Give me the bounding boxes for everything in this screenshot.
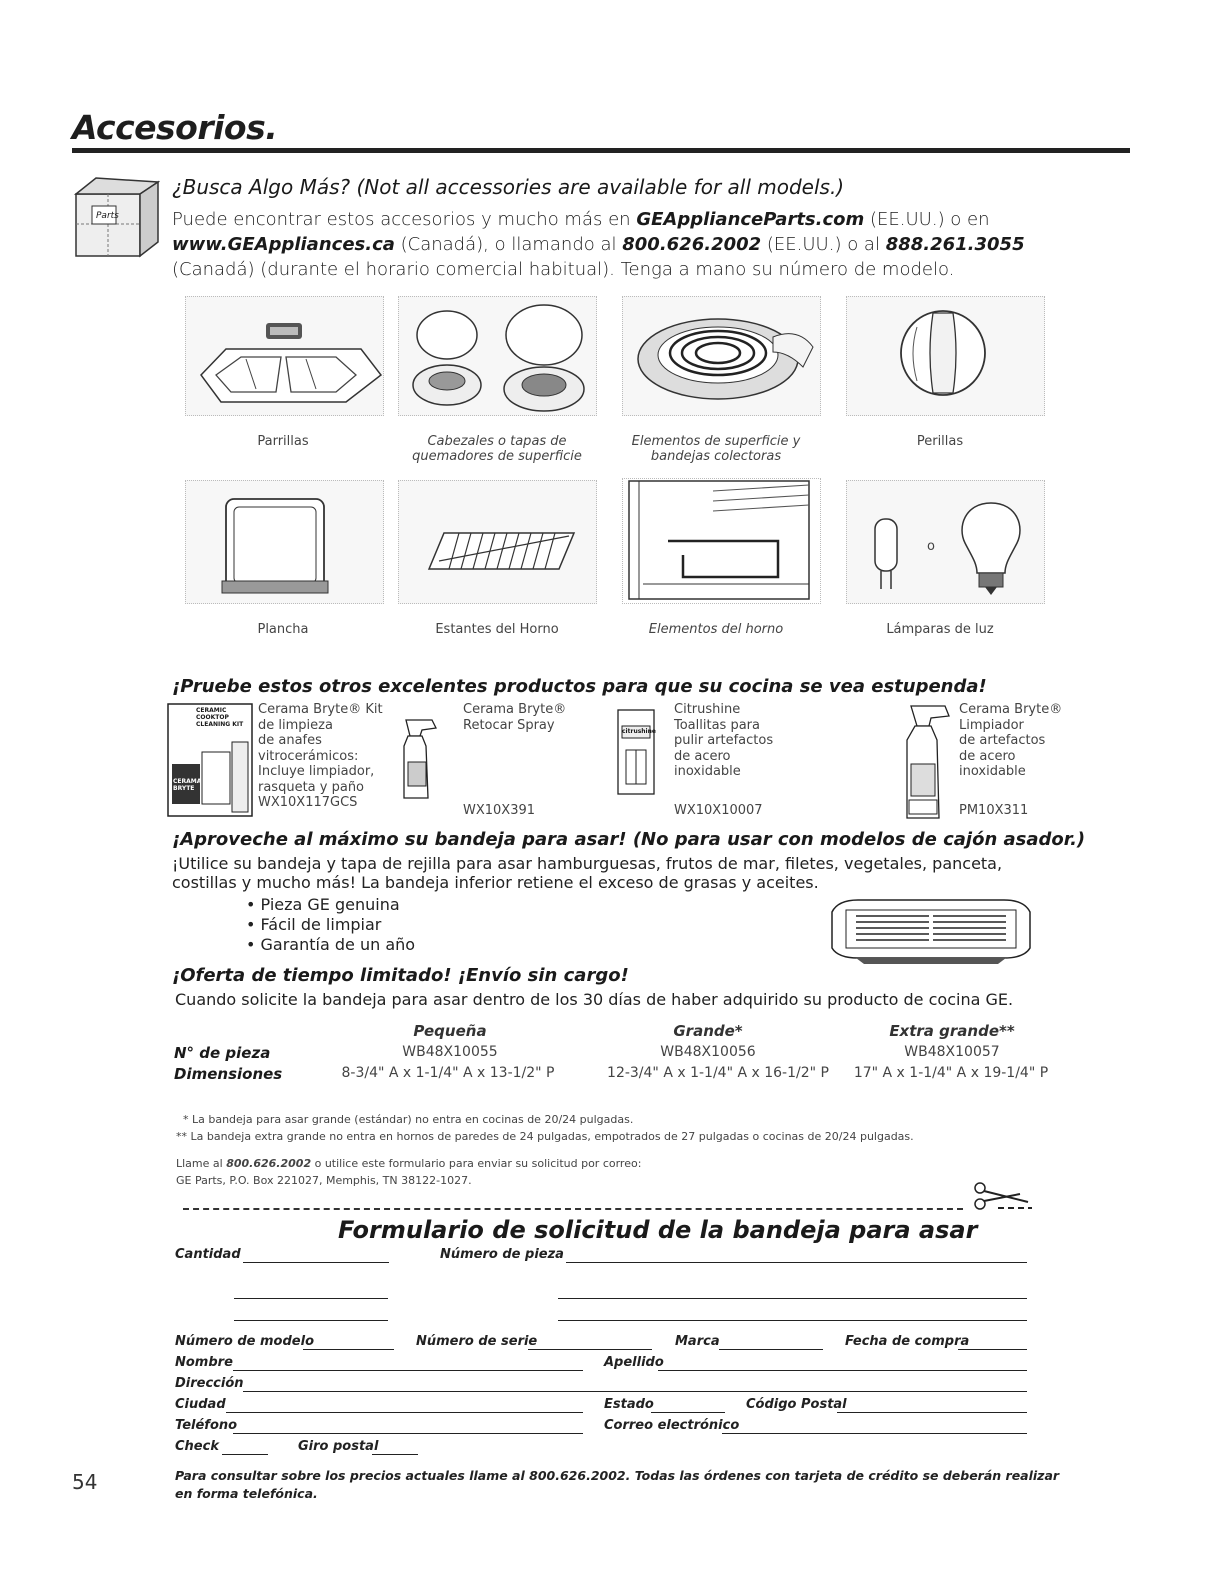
product-line: pulir artefactos: [674, 733, 774, 748]
product-spray-desc: [463, 702, 566, 733]
label-numero-serie: Número de serie: [416, 1334, 538, 1349]
oven-element-icon: [622, 478, 821, 604]
column-header-xl: Extra grande**: [889, 1022, 1015, 1040]
row-label-part: N° de pieza: [174, 1044, 271, 1062]
caption-line: quemadores de superficie: [412, 449, 582, 464]
product-line: Cerama Bryte®: [959, 702, 1063, 717]
label-direccion: Dirección: [175, 1376, 244, 1391]
mail-text: Llame al: [176, 1157, 227, 1170]
input-codigo-postal[interactable]: [837, 1412, 1027, 1413]
mail-instructions: [176, 1157, 641, 1170]
accessory-label-griddle: Plancha: [257, 622, 309, 637]
input-numero-serie[interactable]: [528, 1349, 652, 1350]
title-rule: [72, 148, 1130, 153]
column-header-small: Pequeña: [413, 1022, 487, 1040]
page-title: Accesorios.: [72, 108, 278, 147]
label-marca: Marca: [675, 1334, 720, 1349]
cleaning-kit-icon: [166, 702, 254, 818]
product-line: de acero: [674, 748, 731, 764]
product-part-number: WX10X10007: [674, 803, 763, 818]
accessory-label-oven-racks: Estantes del Horno: [435, 622, 559, 637]
canada-phone: 888.261.3055: [885, 234, 1025, 255]
product-line: Limpiador: [959, 717, 1024, 733]
mail-phone: 800.626.2002: [226, 1157, 312, 1170]
input-fecha-compra[interactable]: [958, 1349, 1027, 1350]
input-numero-modelo[interactable]: [303, 1349, 394, 1350]
broiler-body-2: costillas y mucho más! La bandeja inferior retiene el exceso de grasas y aceites.: [172, 873, 819, 892]
intro-heading: ¿Busca Algo Más? (Not all accessories are available for all models.): [172, 175, 845, 199]
label-telefono: Teléfono: [175, 1418, 238, 1433]
broiler-heading: ¡Aproveche al máximo su bandeja para asar! (No para usar con modelos de cajón asador.): [172, 829, 1086, 850]
accessory-label-light-bulbs: Lámparas de luz: [886, 622, 994, 637]
input-cantidad-2[interactable]: [234, 1298, 388, 1299]
us-phone: 800.626.2002: [622, 234, 762, 255]
label-estado: Estado: [604, 1397, 654, 1412]
label-correo: Correo electrónico: [604, 1418, 740, 1433]
broiler-body-1: ¡Utilice su bandeja y tapa de rejilla para asar hamburguesas, frutos de mar, filetes, vegetales, panceta,: [172, 854, 1003, 873]
product-line: de acero: [959, 748, 1016, 764]
product-line: Cerama Bryte® Kit: [258, 702, 383, 717]
cut-line: [183, 1208, 963, 1210]
accessory-label-grates: Parrillas: [257, 434, 309, 449]
label-cantidad: Cantidad: [175, 1247, 241, 1262]
input-giro-postal[interactable]: [372, 1454, 418, 1455]
lamp-or-text: o: [927, 539, 935, 554]
label-numero-pieza: Número de pieza: [440, 1247, 564, 1262]
light-bulb-icon: [846, 480, 1045, 604]
grates-icon: [185, 296, 384, 416]
broiler-pan-icon: [828, 896, 1034, 966]
knob-icon: [846, 296, 1045, 416]
label-check: Check: [175, 1439, 219, 1454]
intro-line-1: [172, 209, 990, 230]
input-correo[interactable]: [722, 1433, 1027, 1434]
kit-box-text: CERAMIC COOKTOP CLEANING KIT: [196, 707, 244, 728]
closing-note-1: Para consultar sobre los precios actuales llame al 800.626.2002. Todas las órdenes con tarjeta de crédito se deberán realizar: [175, 1468, 1060, 1483]
intro-text: (EE.UU.) o al: [761, 234, 886, 255]
form-title: Formulario de solicitud de la bandeja para asar: [338, 1216, 978, 1244]
input-telefono[interactable]: [233, 1433, 583, 1434]
wipes-text: citrushine: [622, 728, 656, 735]
input-ciudad[interactable]: [226, 1412, 583, 1413]
table-cell-dimensions: 12-3/4" A x 1-1/4" A x 16-1/2" P: [607, 1065, 829, 1081]
table-cell-part: WB48X10057: [904, 1044, 1000, 1060]
ge-parts-link[interactable]: GEApplianceParts.com: [636, 209, 865, 230]
product-part-number: WX10X117GCS: [258, 795, 358, 810]
product-steel-desc: [959, 702, 1062, 780]
table-cell-dimensions: 8-3/4" A x 1-1/4" A x 13-1/2" P: [341, 1065, 555, 1081]
label-apellido: Apellido: [604, 1355, 664, 1370]
accessory-label-knobs: Perillas: [916, 434, 964, 449]
table-cell-part: WB48X10056: [660, 1044, 756, 1060]
product-line: Citrushine: [674, 702, 741, 717]
mail-address: GE Parts, P.O. Box 221027, Memphis, TN 38122-1027.: [176, 1174, 472, 1187]
parts-box-label: Parts: [96, 211, 119, 221]
product-line: inoxidable: [674, 764, 741, 779]
spray-bottle-icon: [392, 718, 444, 802]
table-cell-dimensions: 17" A x 1-1/4" A x 19-1/4" P: [853, 1065, 1049, 1081]
column-header-large: Grande*: [673, 1022, 743, 1040]
row-label-dimensions: Dimensiones: [174, 1065, 283, 1083]
accessory-label-oven-elements: Elementos del horno: [648, 622, 784, 637]
ge-appliances-ca-link[interactable]: www.GEAppliances.ca: [172, 234, 395, 255]
input-cantidad-3[interactable]: [234, 1320, 388, 1321]
product-line: Incluye limpiador,: [258, 764, 375, 779]
broiler-bullet: • Fácil de limpiar: [246, 915, 382, 934]
product-part-number: PM10X311: [959, 803, 1029, 818]
footnote-1: * La bandeja para asar grande (estándar) no entra en cocinas de 20/24 pulgadas.: [183, 1113, 634, 1126]
input-check[interactable]: [222, 1454, 268, 1455]
steel-cleaner-icon: [897, 704, 957, 822]
input-numero-pieza-3[interactable]: [558, 1320, 1027, 1321]
broiler-bullet: • Pieza GE genuina: [246, 895, 400, 914]
product-line: Cerama Bryte®: [463, 702, 567, 717]
broiler-bullet: • Garantía de un año: [246, 935, 416, 954]
caption-line: bandejas colectoras: [650, 449, 782, 464]
intro-line-3: (Canadá) (durante el horario comercial habitual). Tenga a mano su número de modelo.: [172, 259, 955, 280]
page-number: 54: [72, 1470, 98, 1494]
product-kit-desc: [258, 702, 383, 811]
label-giro-postal: Giro postal: [298, 1439, 379, 1454]
offer-heading: ¡Oferta de tiempo limitado! ¡Envío sin cargo!: [172, 965, 629, 986]
griddle-icon: [185, 480, 384, 604]
wipes-icon: [614, 706, 658, 798]
input-apellido[interactable]: [658, 1370, 1027, 1371]
input-direccion[interactable]: [243, 1391, 1027, 1392]
input-marca[interactable]: [719, 1349, 823, 1350]
product-line: vitrocerámicos:: [258, 748, 359, 764]
label-codigo-postal: Código Postal: [746, 1397, 847, 1412]
label-ciudad: Ciudad: [175, 1397, 226, 1412]
product-line: Toallitas para: [674, 717, 760, 733]
input-numero-pieza[interactable]: [566, 1262, 1027, 1263]
label-numero-modelo: Número de modelo: [175, 1334, 315, 1349]
surface-element-icon: [622, 296, 821, 416]
intro-line-2: [172, 234, 1025, 255]
product-wipes-desc: [674, 702, 773, 780]
kit-bottle-text: CERAMA BRYTE: [173, 778, 202, 792]
products-heading: ¡Pruebe estos otros excelentes productos para que su cocina se vea estupenda!: [172, 676, 987, 697]
caption-line: Cabezales o tapas de: [427, 434, 567, 449]
offer-body: Cuando solicite la bandeja para asar dentro de los 30 días de haber adquirido su producto de cocina GE.: [175, 990, 1014, 1009]
input-cantidad[interactable]: [243, 1262, 389, 1263]
intro-text: (EE.UU.) o en: [864, 209, 990, 230]
label-fecha-compra: Fecha de compra: [845, 1334, 970, 1349]
product-part-number: WX10X391: [463, 803, 536, 818]
accessory-label-burner-caps: [382, 434, 612, 464]
input-estado[interactable]: [651, 1412, 725, 1413]
product-line: inoxidable: [959, 764, 1026, 779]
scissors-icon: [968, 1180, 1034, 1216]
footnote-2: ** La bandeja extra grande no entra en hornos de paredes de 24 pulgadas, empotrados de 27 pulgadas o cocinas de 20/24 pulgadas.: [176, 1130, 914, 1143]
input-nombre[interactable]: [233, 1370, 583, 1371]
product-line: de artefactos: [959, 733, 1046, 748]
oven-rack-icon: [398, 480, 597, 604]
mail-text: o utilice este formulario para enviar su solicitud por correo:: [311, 1157, 642, 1170]
closing-note-2: en forma telefónica.: [175, 1486, 318, 1501]
product-line: rasqueta y paño: [258, 779, 365, 795]
product-line: de limpieza: [258, 717, 333, 733]
intro-text: (Canadá), o llamando al: [394, 234, 623, 255]
label-nombre: Nombre: [175, 1355, 233, 1370]
input-numero-pieza-2[interactable]: [558, 1298, 1027, 1299]
burner-caps-icon: [398, 296, 597, 416]
caption-line: Elementos de superficie y: [631, 434, 801, 449]
parts-box-icon: [68, 172, 160, 262]
accessory-label-surface-elements: [601, 434, 831, 464]
intro-text: Puede encontrar estos accesorios y mucho más en: [172, 209, 637, 230]
product-line: Retocar Spray: [463, 717, 555, 733]
product-line: de anafes: [258, 733, 322, 748]
table-cell-part: WB48X10055: [402, 1044, 498, 1060]
